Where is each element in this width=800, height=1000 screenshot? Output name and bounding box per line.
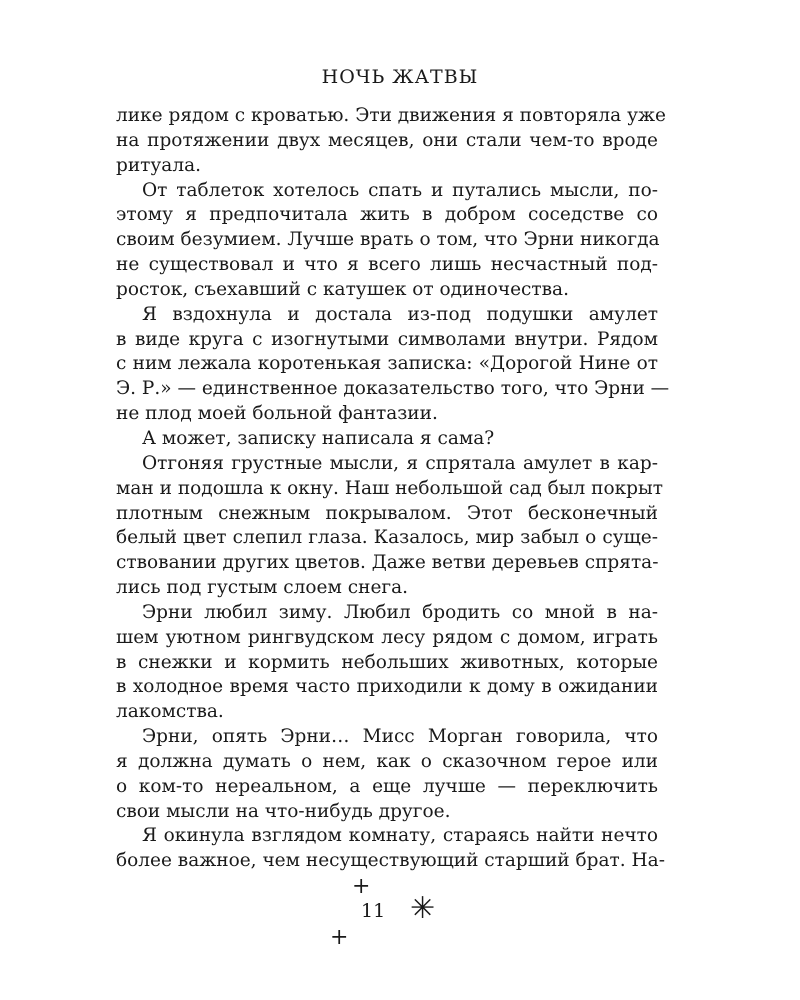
plus-ornament-bottom-icon: +: [330, 925, 349, 950]
text-line: Отгоняя грустные мысли, я спрятала амулет в кар-: [142, 452, 658, 474]
paragraph: [116, 725, 658, 824]
text-line: не плод моей больной фантазии.: [116, 403, 438, 425]
text-line: А может, записку написала я сама?: [142, 427, 495, 449]
text-line: этому я предпочитала жить в добром соседстве со: [116, 204, 658, 226]
page-number: 11: [361, 900, 386, 922]
plus-ornament-top-icon: +: [352, 874, 371, 899]
text-line: ритуала.: [116, 154, 201, 176]
text-line: в снежки и кормить небольших животных, которые: [116, 651, 658, 673]
paragraph: [116, 452, 663, 601]
text-line: белый цвет слепил глаза. Казалось, мир забыл о суще-: [116, 527, 658, 549]
text-line: с ним лежала коротенькая записка: «Дорогой Нине от: [116, 353, 658, 375]
text-line: лакомства.: [116, 701, 224, 723]
text-line: на протяжении двух месяцев, они стали чем-то вроде: [116, 129, 658, 151]
text-line: я должна думать о нем, как о сказочном герое или: [116, 750, 658, 772]
text-line: Я вздохнула и достала из-под подушки амулет: [142, 303, 658, 325]
running-title: НОЧЬ ЖАТВЫ: [321, 66, 479, 88]
text-line: в холодное время часто приходили к дому в ожидании: [116, 676, 658, 698]
text-line: ствовании других цветов. Даже ветви деревьев спрята-: [116, 552, 659, 574]
text-line: плотным снежным покрывалом. Этот бесконечный: [116, 502, 658, 524]
text-line: Эрни любил зиму. Любил бродить со мной в на-: [142, 601, 658, 623]
paragraph: [116, 824, 665, 874]
star-ornament-icon: ✳: [410, 891, 436, 926]
paragraph: [116, 179, 658, 303]
page-text: [116, 104, 670, 874]
text-line: не существовал и что я всего лишь несчастный под-: [116, 254, 658, 276]
paragraph: [116, 601, 658, 725]
text-line: шем уютном рингвудском лесу рядом с домом, играть: [116, 626, 658, 648]
text-line: Э. Р.» — единственное доказательство того, что Эрни —: [116, 378, 670, 400]
paragraph: [116, 427, 658, 452]
text-line: свои мысли на что-нибудь другое.: [116, 800, 451, 822]
text-line: ман и подошла к окну. Наш небольшой сад был покрыт: [116, 477, 663, 499]
text-line: росток, съехавший с катушек от одиночества.: [116, 278, 569, 300]
text-line: в виде круга с изогнутыми символами внутри. Рядом: [116, 328, 658, 350]
text-line: От таблеток хотелось спать и путались мысли, по-: [142, 179, 658, 201]
text-line: Эрни, опять Эрни… Мисс Морган говорила, что: [142, 726, 658, 748]
text-line: лись под густым слоем снега.: [116, 577, 409, 599]
folio: [320, 876, 460, 956]
text-line: своим безумием. Лучше врать о том, что Эрни никогда: [116, 229, 660, 251]
paragraph: [116, 303, 670, 427]
text-line: более важное, чем несуществующий старший брат. На-: [116, 850, 665, 872]
text-line: лике рядом с кроватью. Эти движения я повторяла уже: [116, 105, 666, 126]
text-line: о ком-то нереальном, а еще лучше — переключить: [116, 775, 658, 797]
paragraph: [116, 104, 666, 179]
text-line: Я окинула взглядом комнату, стараясь найти нечто: [142, 825, 658, 847]
